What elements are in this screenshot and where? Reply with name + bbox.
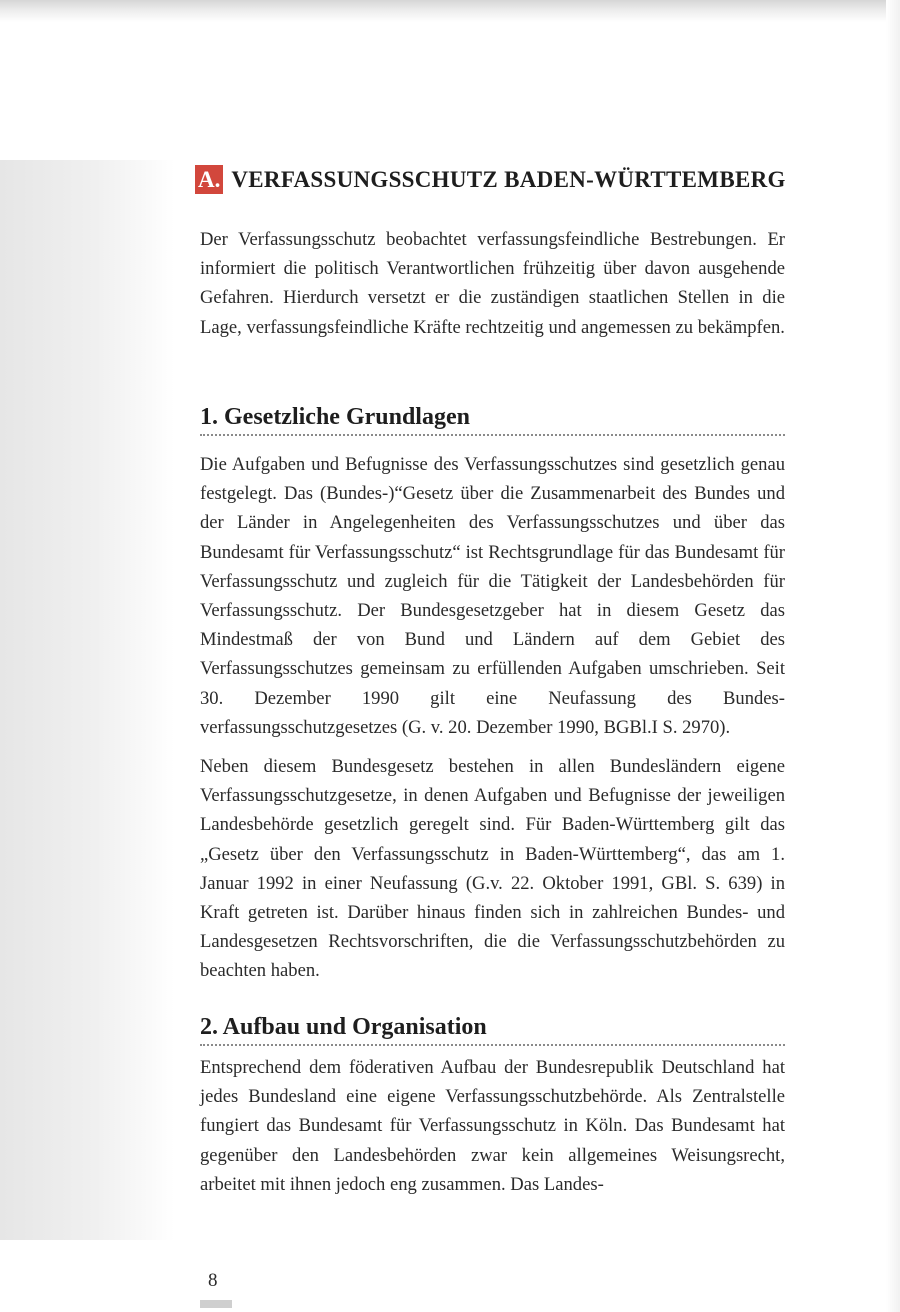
page-number-bar bbox=[200, 1300, 232, 1308]
section-2-title: 2. Aufbau und Organisation bbox=[200, 1014, 487, 1040]
section-1-heading bbox=[200, 402, 785, 436]
intro-block bbox=[200, 225, 785, 342]
section-2-paragraph-1: Entsprechend dem föderativen Aufbau der Bundesrepublik Deutschland hat jedes Bundesland eine eigene Verfassungsschutzbehörde. Als Zentralstelle fungiert das Bundesamt für Verfassungsschutz in Köln. Das Bundesamt hat gegenüber den Landesbehörden zwar kein allgemeines Weisungsrecht, arbeitet mit ihnen jedoch eng zusammen. Das Landes- bbox=[200, 1057, 785, 1195]
section-1-title: 1. Gesetzliche Grundlagen bbox=[200, 404, 470, 430]
chapter-title: VERFASSUNGSSCHUTZ BADEN-WÜRTTEMBERG bbox=[231, 166, 786, 192]
section-1-paragraph-2: Neben diesem Bundesgesetz bestehen in allen Bundesländern eigene Verfassungsschutzgesetze, in denen Aufgaben und Befugnisse der jeweiligen Landesbehörde gesetzlich geregelt sind. Für Baden-Württemberg gilt das „Gesetz über den Verfassungsschutz in Baden-Württemberg“, das am 1. Januar 1992 in einer Neufassung (G.v. 22. Oktober 1991, GBl. S. 639) in Kraft getreten ist. Darüber hinaus finden sich in zahlreichen Bundes- und Landesgesetzen Rechtsvorschriften, die die Verfassungsschutzbehörden zu beachten haben. bbox=[200, 756, 785, 982]
section-2-body bbox=[200, 1053, 785, 1199]
page-side-band bbox=[0, 160, 175, 1240]
section-1-paragraph-1: Die Aufgaben und Befugnisse des Verfassungsschutzes sind gesetzlich genau festgelegt. Das (Bundes-)“Gesetz über die Zusammenarbeit des Bundes und der Länder in Angelegenheiten des Verfassungsschutzes und über das Bundesamt für Verfassungsschutz“ ist Rechtsgrundlage für das Bundesamt für Verfassungsschutz und zugleich für die Tätigkeit der Landesbehörden für Verfassungsschutz. Der Bundesgesetzgeber hat in diesem Gesetz das Mindestmaß der von Bund und Ländern auf dem Gebiet des Verfassungsschutzes gemeinsam zu erfüllenden Aufgaben umschrieben. Seit 30. Dezember 1990 gilt eine Neufassung des Bundesverfassungsschutzgesetzes (G. v. 20. Dezember 1990, BGBl.I S. 2970). bbox=[200, 454, 785, 738]
page-number: 8 bbox=[208, 1270, 218, 1291]
section-1-body-2 bbox=[200, 752, 785, 986]
section-2-heading bbox=[200, 1012, 785, 1046]
chapter-header bbox=[195, 165, 795, 194]
scan-right-edge bbox=[886, 0, 900, 1312]
section-1-body bbox=[200, 450, 785, 742]
scan-top-shadow bbox=[0, 0, 900, 22]
intro-paragraph: Der Verfassungsschutz beobachtet verfassungsfeindliche Bestrebungen. Er informiert die politisch Verantwortlichen frühzeitig über davon ausgehende Gefahren. Hierdurch versetzt er die zuständigen staatlichen Stellen in die Lage, verfassungsfeindliche Kräfte rechtzeitig und angemessen zu bekämpfen. bbox=[200, 229, 785, 338]
chapter-marker: A. bbox=[195, 165, 223, 194]
